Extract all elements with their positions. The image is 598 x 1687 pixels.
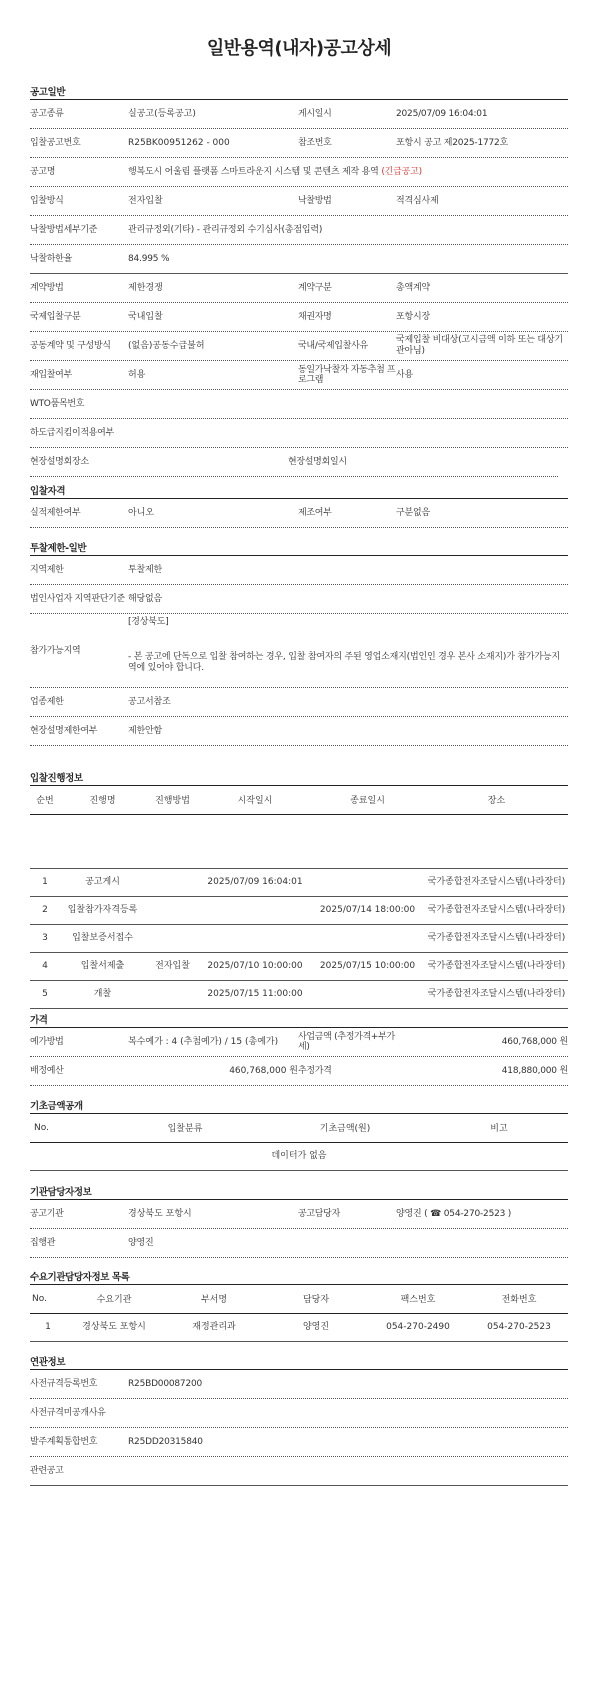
field-label: 현장설명제한여부	[30, 726, 98, 736]
info-row	[30, 419, 568, 448]
field-label: 제조여부	[298, 508, 332, 518]
table-cell	[200, 924, 310, 952]
table-cell: 양영진	[266, 1313, 366, 1341]
section-title: 수요기관담당자정보 목록	[30, 1271, 568, 1285]
column-header: No.	[30, 1285, 66, 1313]
field-label: 공고명	[30, 167, 56, 177]
section-restriction	[30, 542, 568, 746]
field-label: 참가가능지역	[30, 645, 81, 656]
section-base-price	[30, 1100, 568, 1171]
table-cell: 1	[30, 1313, 66, 1341]
info-row	[30, 1200, 568, 1229]
notice-name-text: 행복도시 어울림 플랫폼 스마트라운지 시스템 및 콘텐츠 제작 용역	[128, 166, 379, 177]
column-header: 비고	[430, 1114, 568, 1142]
field-value: 제한경쟁	[128, 283, 163, 293]
field-label: 사업금액 (추정가격+부가세)	[298, 1032, 395, 1052]
area-region: [경상북도]	[128, 617, 169, 627]
column-header: 장소	[425, 786, 568, 814]
section-related	[30, 1356, 568, 1486]
section-progress	[30, 772, 568, 1009]
section-title: 입찰진행정보	[30, 772, 568, 786]
field-value: 포항시 공고 제2025-1772호	[396, 137, 509, 148]
column-header: 시작일시	[200, 786, 310, 814]
field-value: R25BK00951262 - 000	[128, 138, 230, 148]
table-cell	[145, 924, 200, 952]
column-header: 전화번호	[470, 1285, 568, 1313]
info-row	[30, 303, 568, 332]
field-value: 전자입찰	[128, 196, 163, 206]
empty-message: 데이터가 없음	[30, 1142, 568, 1170]
section-price	[30, 1014, 568, 1086]
field-label: 동일가낙찰자 자동추첨 프로그램	[298, 365, 396, 385]
field-label: 사전규격미공개사유	[30, 1408, 106, 1418]
info-row	[30, 499, 568, 528]
info-row	[30, 585, 568, 614]
info-row	[30, 332, 568, 361]
field-value: R25BD00087200	[128, 1378, 203, 1389]
field-label: 공고종류	[30, 109, 64, 119]
table-cell: 국가종합전자조달시스템(나라장터)	[425, 952, 568, 980]
section-title: 기초금액공개	[30, 1100, 568, 1114]
column-header: 순번	[30, 786, 60, 814]
field-value: 투찰제한	[128, 564, 162, 575]
field-value: 실공고(등록공고)	[128, 109, 196, 119]
table-cell	[145, 980, 200, 1008]
column-header: 수요기관	[66, 1285, 162, 1313]
table-row	[30, 952, 568, 980]
field-label: 예가방법	[30, 1037, 64, 1047]
field-value: 84.995 %	[128, 253, 170, 264]
info-row	[30, 158, 568, 187]
table-cell: 입찰서제출	[60, 952, 145, 980]
area-note: - 본 공고에 단독으로 입찰 참여하는 경우, 입찰 참여자의 주된 영업소재지(법인인 경우 본사 소재지)가 참가가능지역에 있어야 합니다.	[128, 652, 560, 673]
section-qualification	[30, 485, 568, 528]
field-label: 추정가격	[298, 1066, 332, 1076]
table-row	[30, 868, 568, 896]
table-row	[30, 896, 568, 924]
field-label: 낙찰방법세부기준	[30, 225, 98, 235]
info-row	[30, 1057, 568, 1086]
field-value: 460,768,000 원	[501, 1036, 568, 1047]
table-row	[30, 1313, 568, 1341]
info-row	[30, 274, 568, 303]
field-label: 사전규격등록번호	[30, 1379, 98, 1389]
column-header: 입찰분류	[110, 1114, 260, 1142]
column-header: 팩스번호	[366, 1285, 470, 1313]
notice-name	[128, 167, 568, 178]
field-label: 발주계획통합번호	[30, 1437, 98, 1447]
column-header: No.	[30, 1114, 110, 1142]
table-cell: 4	[30, 952, 60, 980]
field-label: 국제입찰구분	[30, 312, 81, 322]
field-label: 현장설명회장소	[30, 457, 89, 467]
column-header: 담당자	[266, 1285, 366, 1313]
field-label: 참조번호	[298, 138, 332, 148]
table-cell: 전자입찰	[145, 952, 200, 980]
info-row	[30, 100, 568, 129]
field-value: (없음)공동수급불허	[128, 341, 205, 351]
info-row	[30, 1428, 568, 1457]
info-row	[30, 187, 568, 216]
section-title: 연관정보	[30, 1356, 568, 1370]
field-label: 국내/국제입찰사유	[298, 341, 368, 351]
table-cell	[145, 868, 200, 896]
progress-table	[30, 786, 568, 1009]
field-label: 법인사업자 지역판단기준	[30, 594, 125, 604]
base-price-table	[30, 1114, 568, 1171]
info-row	[30, 390, 568, 419]
table-cell: 재정관리과	[162, 1313, 266, 1341]
field-label: 게시일시	[298, 109, 332, 119]
info-row	[30, 1229, 568, 1258]
field-value: R25DD20315840	[128, 1436, 203, 1447]
table-cell	[310, 868, 425, 896]
field-value: 국제입찰 비대상(고시금액 이하 또는 대상기관아님)	[396, 335, 563, 356]
field-label: 현장설명회일시	[288, 457, 347, 467]
table-cell	[145, 896, 200, 924]
section-title: 입찰자격	[30, 485, 568, 499]
info-row	[30, 1457, 568, 1486]
section-title: 투찰제한-일반	[30, 542, 568, 556]
field-value: 복수예가 : 4 (추첨예가) / 15 (총예가)	[128, 1037, 279, 1047]
table-cell: 3	[30, 924, 60, 952]
table-cell: 2	[30, 896, 60, 924]
field-label: 재입찰여부	[30, 370, 72, 380]
table-cell: 공고게시	[60, 868, 145, 896]
table-row	[30, 924, 568, 952]
section-title: 공고일반	[30, 86, 568, 100]
table-cell: 국가종합전자조달시스템(나라장터)	[425, 924, 568, 952]
field-value	[128, 617, 568, 674]
field-value: 460,768,000 원	[229, 1066, 298, 1076]
demand-table	[30, 1285, 568, 1342]
field-label: 공고기관	[30, 1209, 64, 1219]
field-value: 양영진	[128, 1237, 154, 1248]
table-cell: 2025/07/09 16:04:01	[200, 868, 310, 896]
table-cell: 5	[30, 980, 60, 1008]
table-cell: 입찰보증서접수	[60, 924, 145, 952]
field-value: 양영진 ( ☎ 054-270-2523 )	[396, 1208, 512, 1219]
field-value: 제한안함	[128, 725, 162, 736]
column-header: 진행방법	[145, 786, 200, 814]
field-label: 공고담당자	[298, 1209, 340, 1219]
table-cell: 국가종합전자조달시스템(나라장터)	[425, 980, 568, 1008]
column-header: 종료일시	[310, 786, 425, 814]
table-cell	[200, 896, 310, 924]
info-row	[30, 1370, 568, 1399]
info-row	[30, 688, 568, 717]
field-label: 관련공고	[30, 1466, 64, 1476]
info-row	[30, 361, 568, 390]
field-value: 총액계약	[396, 282, 430, 293]
section-general	[30, 86, 568, 477]
section-demand	[30, 1271, 568, 1342]
field-label: 채권자명	[298, 312, 332, 322]
table-cell: 1	[30, 868, 60, 896]
table-row	[30, 980, 568, 1008]
section-title: 기관담당자정보	[30, 1186, 568, 1200]
info-row	[30, 245, 568, 274]
info-row	[30, 717, 568, 746]
field-label: 낙찰방법	[298, 196, 332, 206]
field-label: 계약방법	[30, 283, 64, 293]
table-cell: 054-270-2523	[470, 1313, 568, 1341]
field-value: 아니오	[128, 508, 155, 518]
field-value: 적격심사제	[396, 195, 439, 206]
section-agency	[30, 1186, 568, 1258]
field-label: 입찰방식	[30, 196, 64, 206]
field-value: 허용	[128, 370, 146, 380]
field-label: 공동계약 및 구성방식	[30, 341, 111, 351]
field-label: WTO품목번호	[30, 399, 85, 409]
info-row	[30, 614, 568, 688]
field-label: 집행관	[30, 1238, 56, 1248]
field-label: 계약구분	[298, 283, 332, 293]
field-value: 국내입찰	[128, 312, 163, 322]
table-cell: 입찰참가자격등록	[60, 896, 145, 924]
field-value: 418,880,000 원	[501, 1065, 568, 1076]
table-cell: 054-270-2490	[366, 1313, 470, 1341]
field-value: 구분없음	[396, 507, 430, 518]
field-label: 배정예산	[30, 1066, 64, 1076]
info-row	[30, 129, 568, 158]
field-label: 업종제한	[30, 697, 64, 707]
column-header: 기초금액(원)	[260, 1114, 430, 1142]
table-cell: 개찰	[60, 980, 145, 1008]
field-label: 지역제한	[30, 565, 64, 575]
page-title: 일반용역(내자)공고상세	[206, 38, 392, 59]
field-value: 관리규정외(기타) - 관리규정외 수기심사(총점입력)	[128, 224, 323, 235]
table-cell: 경상북도 포항시	[66, 1313, 162, 1341]
field-label: 입찰공고번호	[30, 138, 81, 148]
field-label: 실적제한여부	[30, 508, 81, 518]
field-label: 낙찰하한율	[30, 254, 72, 264]
field-value: 2025/07/09 16:04:01	[396, 108, 488, 119]
section-title: 가격	[30, 1014, 568, 1028]
table-cell: 2025/07/14 18:00:00	[310, 896, 425, 924]
field-value: 해당없음	[128, 593, 162, 604]
table-cell: 국가종합전자조달시스템(나라장터)	[425, 896, 568, 924]
info-row	[30, 1399, 568, 1428]
table-cell	[310, 924, 425, 952]
field-value: 포항시장	[396, 311, 430, 322]
urgent-badge: (긴급공고)	[381, 166, 422, 177]
info-row	[30, 556, 568, 585]
field-value: 공고서참조	[128, 696, 171, 707]
table-cell: 2025/07/15 10:00:00	[310, 952, 425, 980]
info-row	[30, 216, 568, 245]
info-row	[30, 1028, 568, 1057]
field-value: 사용	[396, 369, 413, 380]
table-cell: 2025/07/10 10:00:00	[200, 952, 310, 980]
field-value: 경상북도 포항시	[128, 1209, 192, 1219]
table-cell	[310, 980, 425, 1008]
column-header: 부서명	[162, 1285, 266, 1313]
info-row	[30, 448, 558, 477]
column-header: 진행명	[60, 786, 145, 814]
field-label: 하도급지킴이적용여부	[30, 428, 114, 438]
table-cell: 국가종합전자조달시스템(나라장터)	[425, 868, 568, 896]
table-cell: 2025/07/15 11:00:00	[200, 980, 310, 1008]
